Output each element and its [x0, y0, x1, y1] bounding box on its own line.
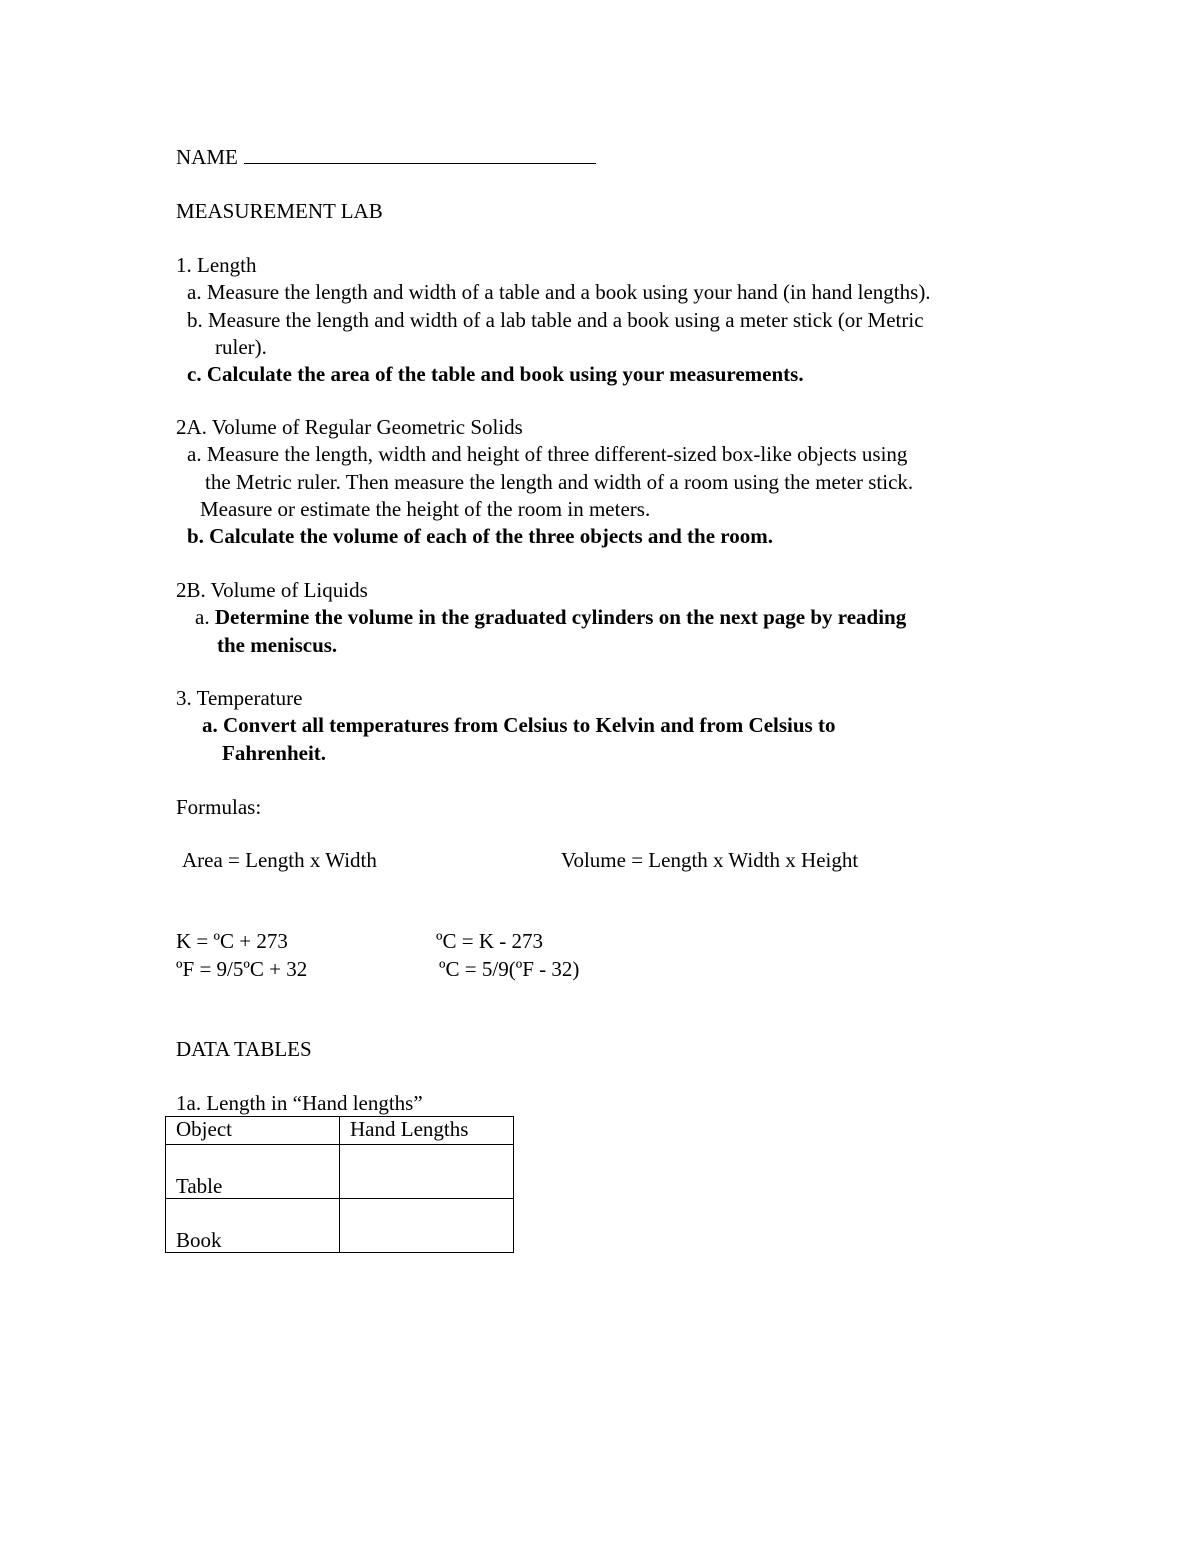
formula-volume: Volume = Length x Width x Height — [561, 848, 859, 872]
section-2a-item-a-line2: the Metric ruler. Then measure the length and width of a room using the meter stick. — [205, 470, 914, 494]
cell-hand-lengths[interactable] — [340, 1199, 514, 1253]
name-field — [176, 144, 596, 170]
column-header-hand-lengths: Hand Lengths — [340, 1117, 514, 1145]
data-tables-heading: DATA TABLES — [176, 1037, 312, 1061]
section-1-heading: 1. Length — [176, 253, 257, 277]
table-1a — [165, 1116, 514, 1253]
formula-c-from-k: ºC = K - 273 — [436, 929, 544, 953]
section-2a-item-b: b. Calculate the volume of each of the three objects and the room. — [187, 524, 773, 548]
name-label: NAME — [176, 145, 238, 169]
section-2b-item-a-line2: the meniscus. — [217, 633, 338, 657]
section-2b-heading: 2B. Volume of Liquids — [176, 578, 368, 602]
section-2b-item-a-prefix: a. — [195, 605, 210, 629]
formula-c-from-f: ºC = 5/9(ºF - 32) — [439, 957, 580, 981]
section-2b-item-a-text: Determine the volume in the graduated cylinders on the next page by reading — [214, 605, 907, 629]
column-header-object: Object — [166, 1117, 340, 1145]
section-3-heading: 3. Temperature — [176, 686, 303, 710]
page-title: MEASUREMENT LAB — [176, 199, 383, 223]
section-1-item-b-line1: b. Measure the length and width of a lab table and a book using a meter stick (or Metric — [187, 308, 924, 332]
formula-k-from-c: K = ºC + 273 — [176, 929, 288, 953]
cell-hand-lengths[interactable] — [340, 1145, 514, 1199]
section-3-item-a-line2: Fahrenheit. — [222, 741, 327, 765]
table-row — [166, 1145, 514, 1199]
section-1-item-b-line2: ruler). — [215, 335, 267, 359]
section-1-item-a: a. Measure the length and width of a table and a book using your hand (in hand lengths). — [187, 280, 931, 304]
table-header-row — [166, 1117, 514, 1145]
section-1-item-c: c. Calculate the area of the table and book using your measurements. — [187, 362, 804, 386]
section-2a-heading: 2A. Volume of Regular Geometric Solids — [176, 415, 523, 439]
table-row — [166, 1199, 514, 1253]
cell-object: Book — [166, 1199, 340, 1253]
cell-object: Table — [166, 1145, 340, 1199]
formulas-label: Formulas: — [176, 795, 262, 819]
formula-f-from-c: ºF = 9/5ºC + 32 — [176, 957, 308, 981]
section-3-item-a-line1: a. Convert all temperatures from Celsius to Kelvin and from Celsius to — [202, 713, 836, 737]
name-blank-line[interactable] — [244, 149, 596, 164]
section-2b-item-a-line1 — [195, 604, 906, 630]
table-1a-caption: 1a. Length in “Hand lengths” — [176, 1091, 423, 1115]
section-2a-item-a-line1: a. Measure the length, width and height of three different-sized box-like objects using — [187, 442, 908, 466]
section-2a-item-a-line3: Measure or estimate the height of the room in meters. — [200, 497, 651, 521]
formula-area: Area = Length x Width — [182, 848, 377, 872]
